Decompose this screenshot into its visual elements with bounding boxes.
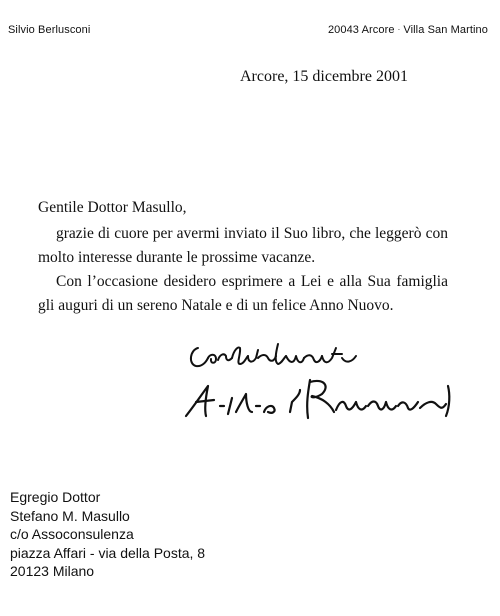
letter-date: Arcore, 15 dicembre 2001 (240, 68, 408, 85)
letter-body (38, 222, 448, 318)
address-line: Stefano M. Masullo (10, 507, 130, 524)
letter-salutation: Gentile Dottor Masullo, (38, 199, 187, 216)
address-line: Egregio Dottor (10, 489, 101, 505)
recipient-address (10, 488, 205, 581)
letter-paragraph: Con l’occasione desidero esprimere a Lei e alla Sua famiglia gli auguri di un sereno Natale e di un felice Anno Nuovo. (38, 273, 448, 314)
letterhead-villa: Villa San Martino (403, 24, 488, 36)
address-line: 20123 Milano (10, 563, 95, 579)
handwritten-signature (180, 372, 470, 432)
letterhead-separator: · (397, 25, 401, 34)
letterhead-postcode-city: 20043 Arcore (327, 24, 395, 36)
handwritten-closing (186, 340, 386, 376)
letter-paragraph: grazie di cuore per avermi inviato il Suo libro, che leggerò con molto interesse durante le prossime vacanze. (38, 225, 448, 266)
address-line: piazza Affari - via della Posta, 8 (10, 544, 206, 561)
address-line: c/o Assoconsulenza (10, 526, 134, 542)
letterhead-name: Silvio Berlusconi (8, 24, 91, 36)
letterhead-address (328, 24, 488, 36)
